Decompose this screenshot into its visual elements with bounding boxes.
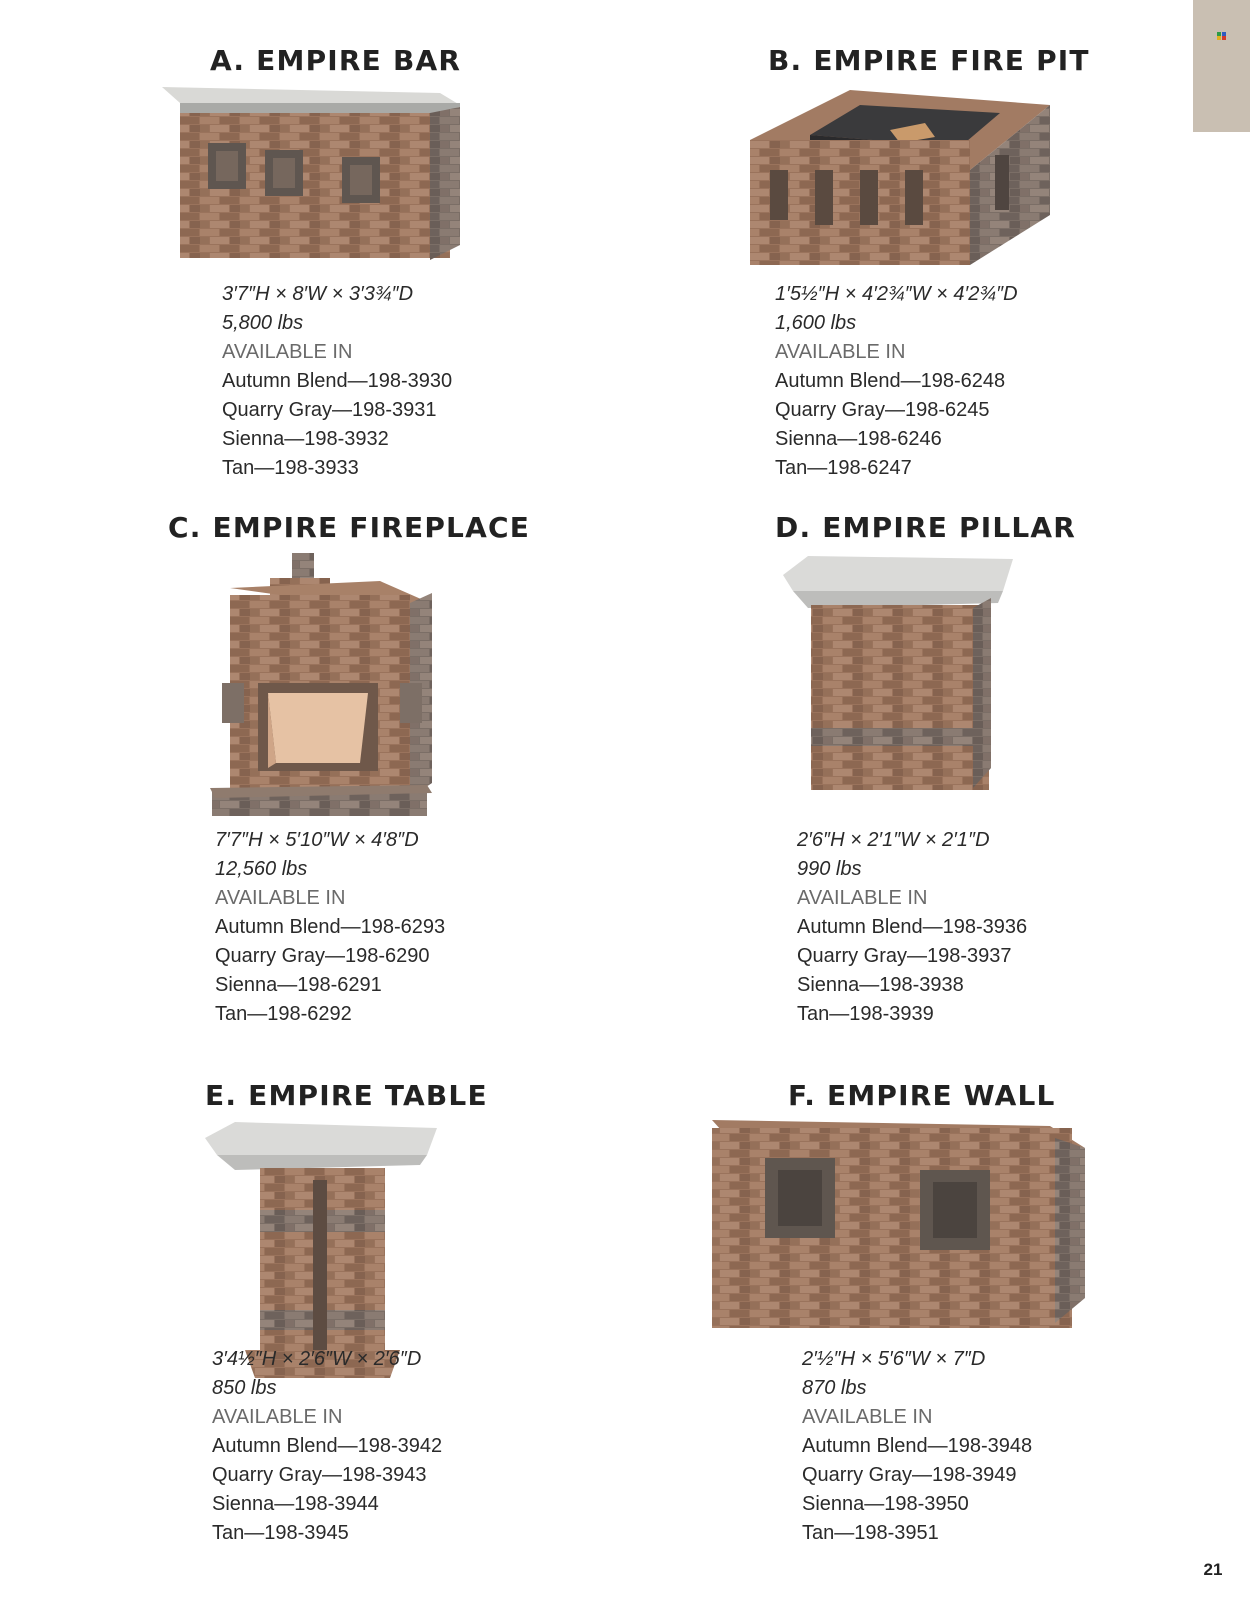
color-option: Tan—198-3939 [797, 1003, 934, 1025]
color-dots-icon [1217, 32, 1227, 40]
dimensions: 3′4½″H × 2′6″W × 2′6″D [212, 1348, 422, 1370]
color-option: Quarry Gray—198-6290 [215, 945, 430, 967]
empire-fireplace-image [210, 553, 435, 838]
weight: 5,800 lbs [222, 312, 304, 334]
color-option: Autumn Blend—198-3948 [802, 1435, 1033, 1457]
product-title: D. EMPIRE PILLAR [775, 511, 1077, 544]
color-option: Tan—198-3933 [222, 457, 359, 479]
color-option: Sienna—198-3932 [222, 428, 389, 450]
color-option: Autumn Blend—198-6293 [215, 916, 446, 938]
color-option: Autumn Blend—198-3936 [797, 916, 1028, 938]
color-option: Autumn Blend—198-3930 [222, 370, 453, 392]
color-option: Autumn Blend—198-6248 [775, 370, 1006, 392]
weight: 1,600 lbs [775, 312, 857, 334]
color-option: Sienna—198-6246 [775, 428, 942, 450]
empire-pillar-image [783, 553, 1023, 803]
color-option: Quarry Gray—198-3937 [797, 945, 1012, 967]
dimensions: 3′7″H × 8′W × 3′3¾″D [222, 283, 414, 305]
dimensions: 1′5½″H × 4′2¾″W × 4′2¾″D [775, 283, 1018, 305]
product-title: C. EMPIRE FIREPLACE [168, 511, 531, 544]
dimensions: 7′7″H × 5′10″W × 4′8″D [215, 829, 419, 851]
color-option: Sienna—198-3950 [802, 1493, 969, 1515]
weight: 870 lbs [802, 1377, 867, 1399]
color-option: Quarry Gray—198-3943 [212, 1464, 427, 1486]
product-title: E. EMPIRE TABLE [205, 1079, 488, 1112]
available-label: AVAILABLE IN [802, 1406, 933, 1428]
empire-bar-image [160, 85, 470, 270]
empire-table-image [205, 1120, 445, 1380]
available-label: AVAILABLE IN [775, 341, 906, 363]
section-tab [1193, 0, 1250, 132]
product-title: F. EMPIRE WALL [788, 1079, 1056, 1112]
weight: 12,560 lbs [215, 858, 308, 880]
color-option: Sienna—198-6291 [215, 974, 382, 996]
dimensions: 2′½″H × 5′6″W × 7″D [802, 1348, 986, 1370]
color-option: Autumn Blend—198-3942 [212, 1435, 443, 1457]
empire-fire-pit-image [740, 85, 1055, 275]
product-title: B. EMPIRE FIRE PIT [768, 44, 1090, 77]
weight: 850 lbs [212, 1377, 277, 1399]
color-option: Tan—198-3951 [802, 1522, 939, 1544]
color-option: Quarry Gray—198-6245 [775, 399, 990, 421]
product-title: A. EMPIRE BAR [210, 44, 462, 77]
available-label: AVAILABLE IN [797, 887, 928, 909]
color-option: Tan—198-3945 [212, 1522, 349, 1544]
weight: 990 lbs [797, 858, 862, 880]
color-option: Quarry Gray—198-3949 [802, 1464, 1017, 1486]
color-option: Sienna—198-3944 [212, 1493, 379, 1515]
color-option: Tan—198-6292 [215, 1003, 352, 1025]
empire-wall-image [710, 1118, 1090, 1338]
page-number: 21 [1203, 1560, 1223, 1579]
dimensions: 2′6″H × 2′1″W × 2′1″D [797, 829, 990, 851]
available-label: AVAILABLE IN [212, 1406, 343, 1428]
available-label: AVAILABLE IN [222, 341, 353, 363]
color-option: Sienna—198-3938 [797, 974, 964, 996]
available-label: AVAILABLE IN [215, 887, 346, 909]
color-option: Quarry Gray—198-3931 [222, 399, 437, 421]
color-option: Tan—198-6247 [775, 457, 912, 479]
